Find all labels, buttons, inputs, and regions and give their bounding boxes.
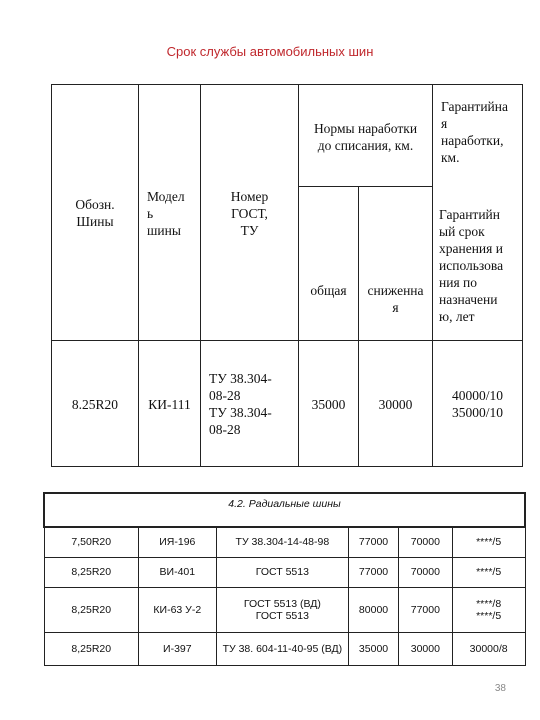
cell-reduced: 70000 [398, 527, 452, 557]
cell-general: 80000 [349, 587, 399, 632]
cell-warranty: ****/5 [452, 557, 525, 587]
cell-warranty: ****/8 ****/5 [452, 587, 525, 632]
cell-general: 77000 [349, 557, 399, 587]
table1-col-line [200, 84, 201, 467]
cell-gost: ТУ 38. 604-11-40-95 (ВД) [216, 632, 348, 665]
header-reduced: сниженна я [367, 283, 424, 315]
cell-reduced: 30000 [398, 632, 452, 665]
page-title: Срок службы автомобильных шин [166, 44, 374, 59]
header-norms: Нормы наработки до списания, км. [313, 121, 418, 153]
row-model: КИ-111 [148, 397, 191, 412]
cell-designation: 7,50R20 [44, 527, 139, 557]
row-gost: ТУ 38.304- 08-28 ТУ 38.304- 08-28 [209, 371, 272, 437]
table1-col-line [522, 84, 523, 467]
table1-col-line [358, 186, 359, 467]
header-model: Модел ь шины [147, 189, 185, 238]
cell-model: ВИ-401 [139, 557, 217, 587]
cell-designation: 8,25R20 [44, 632, 139, 665]
row-reduced: 30000 [378, 397, 413, 412]
cell-gost: ТУ 38.304-14-48-98 [216, 527, 348, 557]
cell-warranty: ****/5 [452, 527, 525, 557]
header-gost: Номер ГОСТ, ТУ [230, 189, 269, 238]
row-designation: 8.25R20 [71, 397, 119, 412]
cell-model: И-397 [139, 632, 217, 665]
cell-general: 77000 [349, 527, 399, 557]
cell-general: 35000 [349, 632, 399, 665]
cell-designation: 8,25R20 [44, 587, 139, 632]
row-general: 35000 [311, 397, 346, 412]
cell-designation: 8,25R20 [44, 557, 139, 587]
table-row [44, 587, 525, 632]
cell-warranty: 30000/8 [452, 632, 525, 665]
table-row [44, 557, 525, 587]
table1-bottom-border [51, 466, 523, 467]
table1-row-divider [51, 340, 523, 341]
table2 [43, 492, 526, 666]
cell-reduced: 77000 [398, 587, 452, 632]
page-number: 38 [494, 683, 506, 694]
cell-model: ИЯ-196 [139, 527, 217, 557]
cell-gost: ГОСТ 5513 (ВД) ГОСТ 5513 [216, 587, 348, 632]
table-row [44, 632, 525, 665]
cell-gost: ГОСТ 5513 [216, 557, 348, 587]
table1-top-border [51, 84, 523, 85]
header-designation: Обозн. Шины [75, 197, 115, 229]
header-warranty-run: Гарантийна я наработки, км. [441, 99, 508, 165]
section-title: 4.2. Радиальные шины [44, 493, 525, 527]
header-general: общая [310, 283, 347, 298]
header-warranty-storage: Гарантийн ый срок хранения и использова ния по назначени ю, лет [439, 207, 504, 324]
cell-model: КИ-63 У-2 [139, 587, 217, 632]
row-warranty: 40000/10 35000/10 [451, 388, 503, 420]
table-row [44, 527, 525, 557]
cell-reduced: 70000 [398, 557, 452, 587]
table1-subheader-divider [298, 186, 432, 187]
